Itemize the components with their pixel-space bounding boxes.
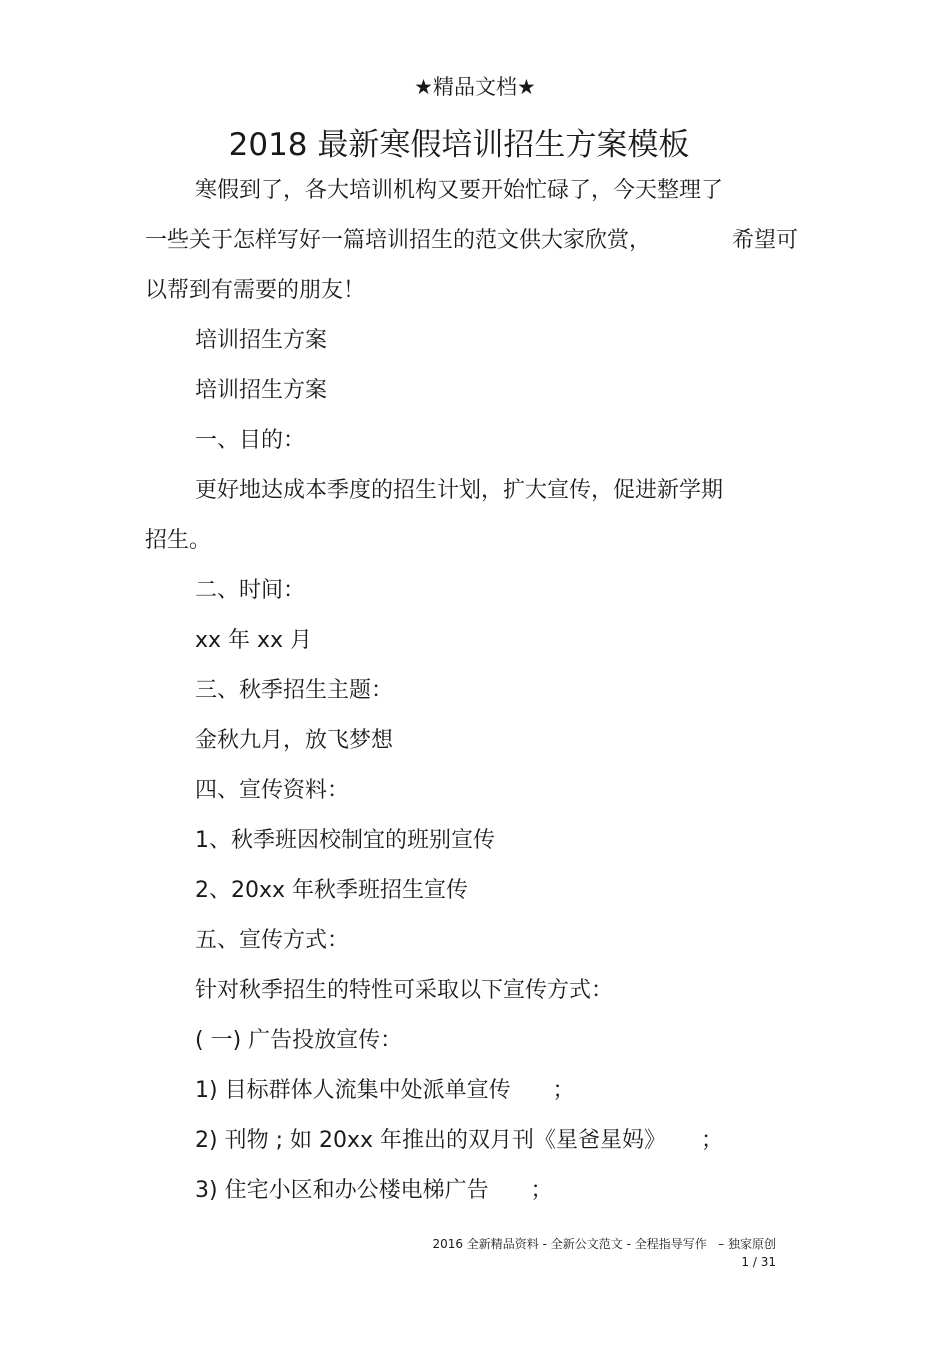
methods-intro: 针对秋季招生的特性可采取以下宣传方式： bbox=[195, 978, 614, 1003]
heading-theme: 三、秋季招生主题： bbox=[195, 678, 394, 703]
heading-purpose: 一、目的： bbox=[195, 428, 306, 453]
methods-subheading: ( 一) 广告投放宣传： bbox=[195, 1028, 403, 1053]
heading-time: 二、时间： bbox=[195, 578, 306, 603]
footer-note: 2016 全新精品资料 - 全新公文范文 - 全程指导写作 – 独家原创 bbox=[432, 1237, 776, 1251]
purpose-text: 更好地达成本季度的招生计划，扩大宣传，促进新学期 bbox=[195, 478, 724, 503]
page-number: 1 / 31 bbox=[741, 1255, 776, 1269]
methods-item-3: 3) 住宅小区和办公楼电梯广告 ； bbox=[195, 1178, 553, 1203]
document-title: 2018 最新寒假培训招生方案模板 bbox=[228, 127, 690, 163]
intro-line-2: 一些关于怎样写好一篇培训招生的范文供大家欣赏， bbox=[145, 228, 652, 253]
header-mark: ★精品文档★ bbox=[414, 75, 536, 99]
intro-line-2-tail: 希望可 bbox=[732, 228, 799, 253]
intro-line-3: 以帮到有需要的朋友！ bbox=[145, 278, 366, 303]
heading-materials: 四、宣传资料： bbox=[195, 778, 350, 803]
methods-item-2: 2) 刊物 ; 如 20xx 年推出的双月刊《星爸星妈》 ； bbox=[195, 1128, 723, 1153]
purpose-text-cont: 招生。 bbox=[145, 528, 212, 553]
intro-line-1: 寒假到了，各大培训机构又要开始忙碌了，今天整理了 bbox=[195, 178, 724, 203]
heading-methods: 五、宣传方式： bbox=[195, 928, 350, 953]
theme-text: 金秋九月，放飞梦想 bbox=[195, 728, 394, 753]
section-heading: 培训招生方案 bbox=[195, 378, 328, 403]
materials-item-1: 1、秋季班因校制宜的班别宣传 bbox=[195, 828, 495, 853]
time-text: xx 年 xx 月 bbox=[195, 628, 313, 653]
section-heading: 培训招生方案 bbox=[195, 328, 328, 353]
methods-item-1: 1) 目标群体人流集中处派单宣传 ； bbox=[195, 1078, 575, 1103]
materials-item-2: 2、20xx 年秋季班招生宣传 bbox=[195, 878, 469, 903]
